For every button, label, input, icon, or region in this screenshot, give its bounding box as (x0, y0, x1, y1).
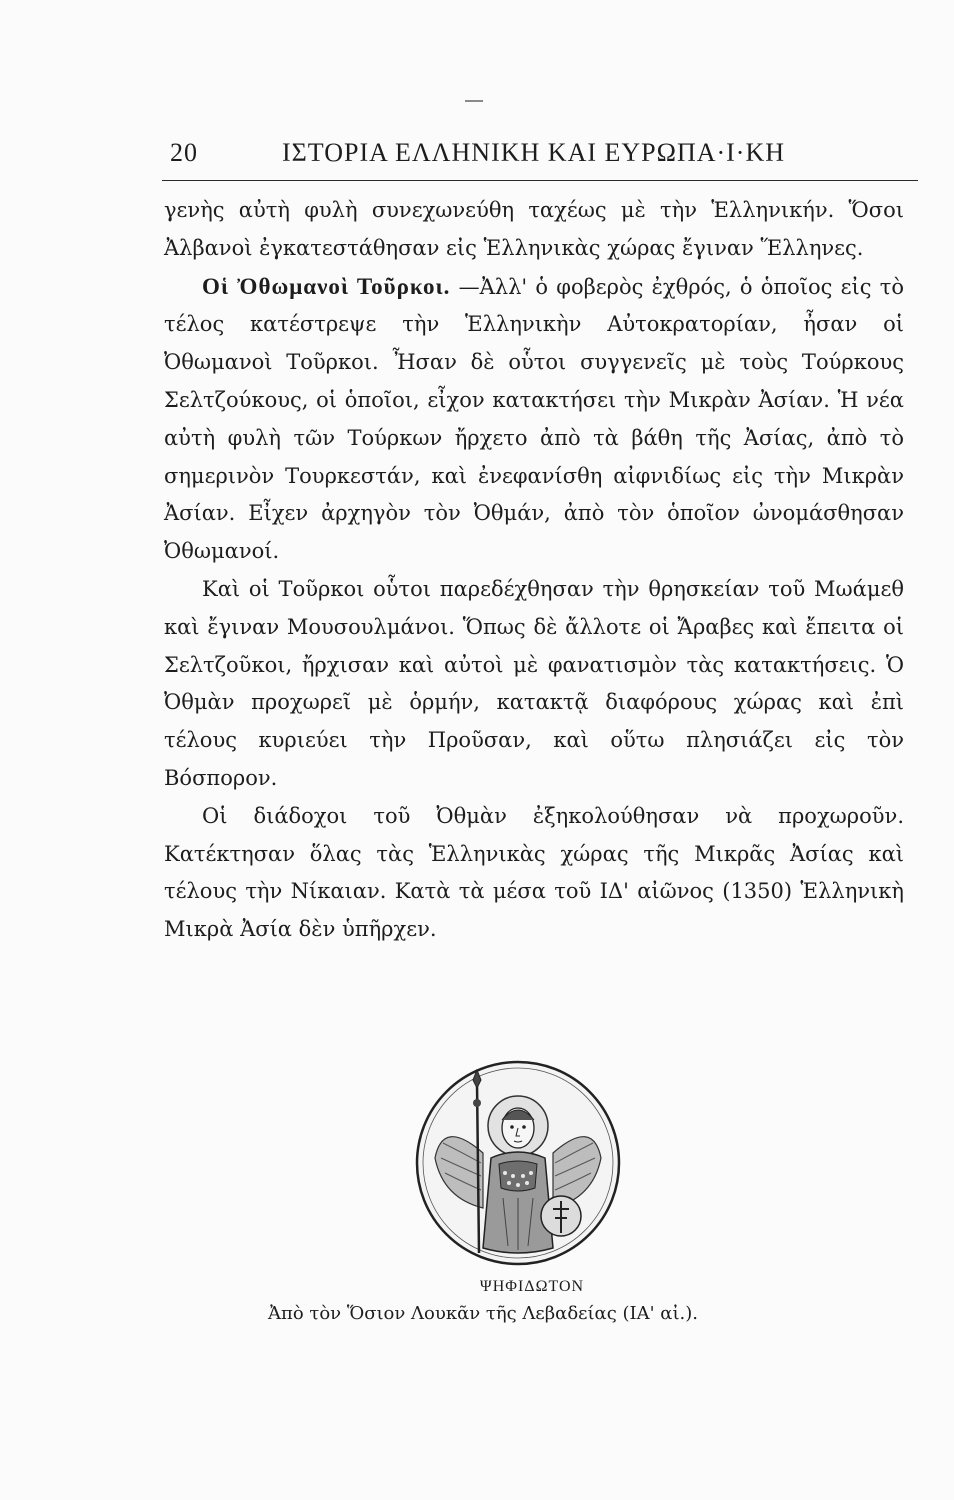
top-mark (465, 100, 483, 102)
figure-caption-title: ΨΗΦΙΔΩΤΟΝ (479, 1278, 585, 1295)
mosaic-illustration (413, 1058, 623, 1268)
page-header (162, 138, 912, 178)
paragraph-with-heading (164, 268, 904, 571)
page-number: 20 (170, 138, 198, 167)
paragraph: Οἱ διάδοχοι τοῦ Ὀθμὰν ἐξηκολούθησαν νὰ προχωροῦν. Κατέκτησαν ὅλας τὰς Ἑλληνικὰς χώρας τῆς Μικρᾶς Ἀσίας καὶ τέλους τὴν Νίκαιαν. Κατὰ τὰ μέσα τοῦ ΙΔ' αἰῶνος (1350) Ἑλληνικὴ Μικρὰ Ἀσία δὲν ὑπῆρχεν. (164, 803, 904, 942)
paragraph: Καὶ οἱ Τοῦρκοι οὗτοι παρεδέχθησαν τὴν θρησκείαν τοῦ Μωάμεθ καὶ ἔγιναν Μουσουλμάνοι. Ὅπως δὲ ἄλλοτε οἱ Ἄραβες καὶ ἔπειτα οἱ Σελτζοῦκοι, ἤρχισαν καὶ αὐτοὶ μὲ φανατισμὸν τὰς κατακτήσεις. Ὁ Ὀθμὰν προχωρεῖ μὲ ὁρμήν, κατακτᾷ διαφόρους χώρας καὶ ἐπὶ τέλους κυριεύει τὴν Προῦσαν, καὶ οὕτω πλησιάζει εἰς τὸν Βόσπορον. (164, 576, 904, 790)
figure-caption: Ἀπὸ τὸν Ὅσιον Λουκᾶν τῆς Λεβαδείας (ΙΑ' αἰ.). (268, 1303, 698, 1324)
header-rule (162, 180, 918, 181)
paragraph: γενὴς αὐτὴ φυλὴ συνεχωνεύθη ταχέως μὲ τὴν Ἑλληνικήν. Ὅσοι Ἀλβανοὶ ἐγκατεστάθησαν εἰς Ἑλληνικὰς χώρας ἔγιναν Ἕλληνες. (164, 198, 904, 260)
body-text (164, 192, 904, 949)
section-heading: Οἱ Ὀθωμανοὶ Τοῦρκοι. (202, 273, 451, 299)
running-title: ΙΣΤΟΡΙΑ ΕΛΛΗΝΙΚΗ ΚΑΙ ΕΥΡΩΠΑ·Ι·ΚΗ (282, 138, 786, 167)
paragraph-text: —Ἀλλ' ὁ φοβερὸς ἐχθρός, ὁ ὁποῖος εἰς τὸ τέλος κατέστρεψε τὴν Ἑλληνικὴν Αὐτοκρατορίαν, ἦσαν οἱ Ὀθωμανοὶ Τοῦρκοι. Ἦσαν δὲ οὗτοι συγγενεῖς μὲ τοὺς Τούρκους Σελτζούκους, οἱ ὁποῖοι, εἶχον κατακτήσει τὴν Μικρὰν Ἀσίαν. Ἡ νέα αὐτὴ φυλὴ τῶν Τούρκων ἤρχετο ἀπὸ τὰ βάθη τῆς Ἀσίας, ἀπὸ τὸ σημερινὸν Τουρκεστάν, καὶ ἐνεφανίσθη αἰφνιδίως εἰς τὴν Μικρὰν Ἀσίαν. Εἶχεν ἀρχηγὸν τὸν Ὀθμάν, ἀπὸ τὸν ὁποῖον ὠνομάσθησαν Ὀθωμανοί. (164, 274, 904, 564)
